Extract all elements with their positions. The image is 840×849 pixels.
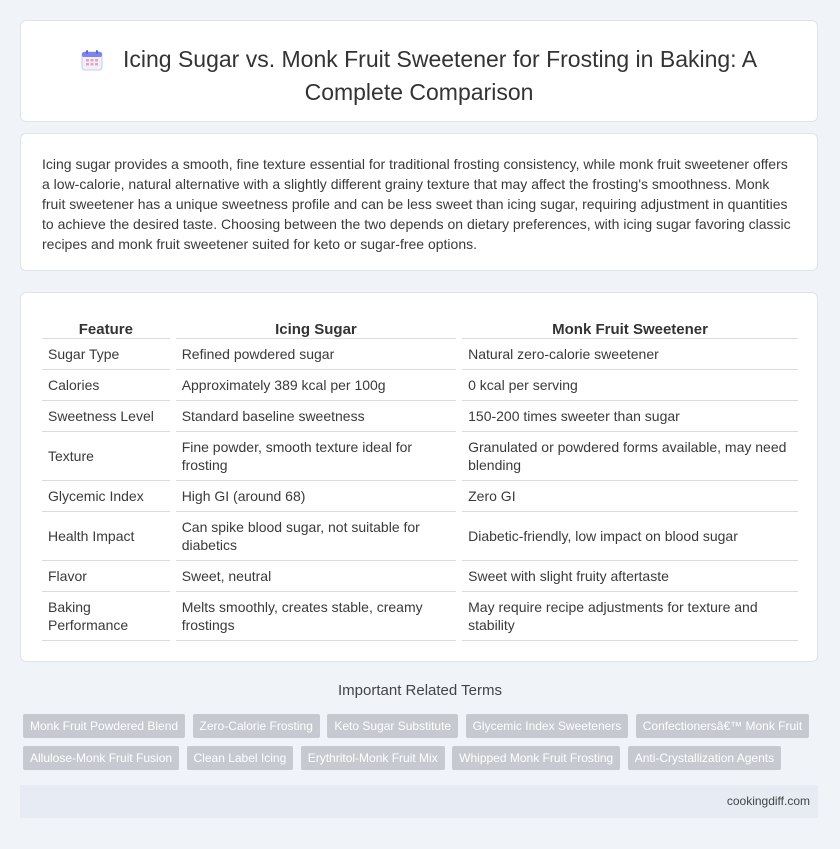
related-terms-title: Important Related Terms bbox=[338, 682, 502, 699]
table-row bbox=[42, 339, 798, 370]
feature-cell: Calories bbox=[42, 370, 170, 401]
monk-fruit-cell: Sweet with slight fruity aftertaste bbox=[462, 561, 798, 592]
table-row bbox=[42, 592, 798, 641]
intro-paragraph: Icing sugar provides a smooth, fine texture essential for traditional frosting consistency, while monk fruit sweetener offers a low-calorie, natural alternative with a slightly different grainy texture that may affect the frosting's smoothness. Monk fruit sweetener has a unique sweetness profile and can be less sweet than icing sugar, requiring adjustment in quantities to achieve the desired taste. Choosing between the two depends on dietary preferences, with icing sugar favoring classic recipes and monk fruit sweetener suited for keto or sugar-free options. bbox=[42, 156, 791, 252]
monk-fruit-cell: Diabetic-friendly, low impact on blood sugar bbox=[462, 512, 798, 561]
icing-sugar-cell: Melts smoothly, creates stable, creamy frostings bbox=[176, 592, 456, 641]
calendar-icon bbox=[81, 49, 103, 78]
icing-sugar-cell: High GI (around 68) bbox=[176, 481, 456, 512]
feature-cell: Flavor bbox=[42, 561, 170, 592]
related-term-tag[interactable]: Whipped Monk Fruit Frosting bbox=[452, 746, 620, 770]
feature-cell: Glycemic Index bbox=[42, 481, 170, 512]
table-row bbox=[42, 370, 798, 401]
icing-sugar-cell: Can spike blood sugar, not suitable for diabetics bbox=[176, 512, 456, 561]
intro-card bbox=[20, 133, 818, 271]
related-terms-list bbox=[23, 714, 813, 778]
feature-cell: Sweetness Level bbox=[42, 401, 170, 432]
table-row bbox=[42, 561, 798, 592]
feature-cell: Sugar Type bbox=[42, 339, 170, 370]
header-monk-fruit: Monk Fruit Sweetener bbox=[462, 316, 798, 339]
icing-sugar-cell: Fine powder, smooth texture ideal for frosting bbox=[176, 432, 456, 481]
table-row bbox=[42, 512, 798, 561]
related-term-tag[interactable]: Glycemic Index Sweeteners bbox=[466, 714, 629, 738]
feature-cell: Texture bbox=[42, 432, 170, 481]
icing-sugar-cell: Approximately 389 kcal per 100g bbox=[176, 370, 456, 401]
related-term-tag[interactable]: Monk Fruit Powdered Blend bbox=[23, 714, 185, 738]
related-term-tag[interactable]: Zero-Calorie Frosting bbox=[193, 714, 320, 738]
feature-cell: Baking Performance bbox=[42, 592, 170, 641]
related-term-tag[interactable]: Confectionersâ€™ Monk Fruit bbox=[636, 714, 809, 738]
table-header-row bbox=[42, 316, 798, 339]
monk-fruit-cell: May require recipe adjustments for texture and stability bbox=[462, 592, 798, 641]
monk-fruit-cell: Granulated or powdered forms available, may need blending bbox=[462, 432, 798, 481]
header-icing-sugar: Icing Sugar bbox=[176, 316, 456, 339]
monk-fruit-cell: 150-200 times sweeter than sugar bbox=[462, 401, 798, 432]
icing-sugar-cell: Standard baseline sweetness bbox=[176, 401, 456, 432]
related-term-tag[interactable]: Keto Sugar Substitute bbox=[327, 714, 458, 738]
comparison-card bbox=[20, 292, 818, 662]
table-row bbox=[42, 401, 798, 432]
monk-fruit-cell: 0 kcal per serving bbox=[462, 370, 798, 401]
table-row bbox=[42, 432, 798, 481]
monk-fruit-cell: Natural zero-calorie sweetener bbox=[462, 339, 798, 370]
related-term-tag[interactable]: Erythritol-Monk Fruit Mix bbox=[301, 746, 445, 770]
comparison-table bbox=[36, 316, 804, 641]
related-term-tag[interactable]: Allulose-Monk Fruit Fusion bbox=[23, 746, 179, 770]
footer-bar bbox=[20, 785, 818, 818]
icing-sugar-cell: Refined powdered sugar bbox=[176, 339, 456, 370]
feature-cell: Health Impact bbox=[42, 512, 170, 561]
related-term-tag[interactable]: Clean Label Icing bbox=[187, 746, 294, 770]
footer-site-link[interactable]: cookingdiff.com bbox=[726, 794, 810, 808]
monk-fruit-cell: Zero GI bbox=[462, 481, 798, 512]
title-card bbox=[20, 20, 818, 122]
related-term-tag[interactable]: Anti-Crystallization Agents bbox=[628, 746, 781, 770]
page-title-wrap bbox=[21, 45, 817, 107]
icing-sugar-cell: Sweet, neutral bbox=[176, 561, 456, 592]
page-title: Icing Sugar vs. Monk Fruit Sweetener for Frosting in Baking: A Complete Comparison bbox=[122, 46, 758, 105]
table-row bbox=[42, 481, 798, 512]
header-feature: Feature bbox=[42, 316, 170, 339]
